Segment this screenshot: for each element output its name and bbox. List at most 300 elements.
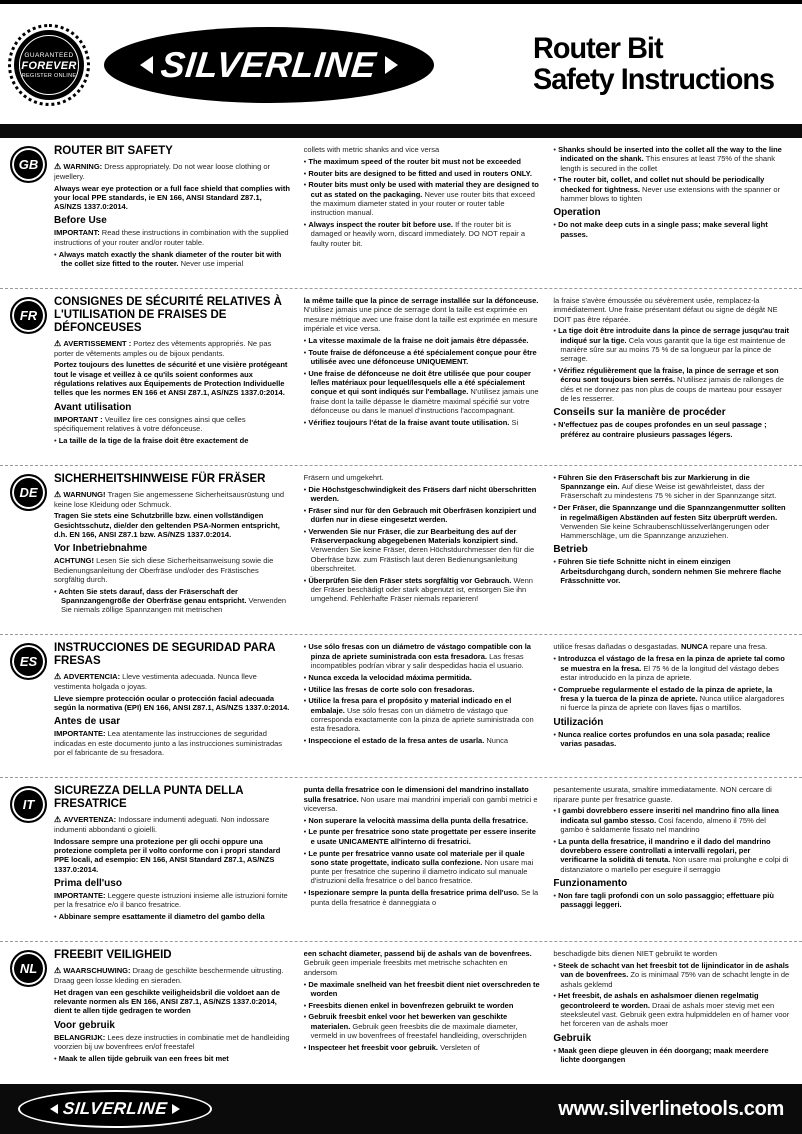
text-columns: [54, 785, 790, 936]
bullet-icon: •: [303, 575, 309, 585]
bullet-icon: •: [553, 654, 559, 664]
bullet-item: [304, 336, 541, 345]
subsection-title: Gebruik: [553, 1032, 592, 1044]
bullet-item: [54, 587, 291, 615]
bullet-icon: •: [303, 156, 309, 166]
logo-chevron-right-icon: [385, 56, 398, 74]
text-run-bold: Het dragen van een geschikte veiligheidsbril die voldoet aan de relevante normen als EN 166, ANSI Z87.1, AS/NZS 1337.0:2014, dient te allen tijde gedragen te worden: [54, 987, 280, 1016]
language-badge-it: IT: [10, 786, 47, 823]
bullet-icon: •: [553, 366, 559, 376]
bullet-item: [304, 506, 541, 525]
bullet-icon: •: [303, 347, 309, 357]
text-run-bold: Une fraise de défonceuse ne doit être utilisée que pour couper le/les matériaux pour lequel/lesquels elle a été spécialement conçue et qui sont indiqués sur l'emballage.: [308, 368, 531, 397]
paragraph: [54, 415, 291, 434]
bullet-icon: •: [303, 684, 309, 694]
text-run-bold: Vérifiez toujours l'état de la fraise avant toute utilisation.: [308, 417, 512, 427]
bullet-icon: •: [303, 1000, 309, 1010]
bullet-item: [54, 436, 291, 445]
text-run-bold: La punta della fresatrice, il mandrino e il dado del mandrino dovrebbero essere controllati a intervalli regolari, per verificarne la solidità di tenuta.: [558, 836, 771, 865]
paragraph: [54, 694, 291, 713]
language-badge-es: ES: [10, 643, 47, 680]
text-run-bold: Inspecteer het freesbit voor gebruik.: [308, 1042, 441, 1052]
bullet-icon: •: [303, 220, 309, 230]
text-run: Verwenden Sie keine Schraubenschlüsselverlängerungen oder Hammerschläge, um die Spannzange anzuziehen.: [560, 521, 770, 541]
column-1: [54, 642, 291, 772]
text-run: Draag de geschikte beschermende uitrusting. Draag geen losse kleding en sieraden.: [54, 966, 284, 985]
text-run: N'utilisez jamais de rallonges de clés et ne donnez pas non plus de coups de marteau pour essayer de les resserrer.: [560, 375, 784, 403]
text-run-bold: I gambi dovrebbero essere inseriti nel mandrino fino alla linea indicata sul gambo stesso.: [558, 806, 779, 825]
text-run-bold: Router bits must only be used with material they are designed to cut as stated on the packaging.: [308, 180, 539, 199]
bullet-item: [304, 642, 541, 670]
text-run-bold: punta della fresatrice con le dimensioni del mandrino installato sulla fresatrice.: [303, 785, 529, 804]
bullet-item: [304, 169, 541, 178]
paragraph: [54, 184, 291, 212]
bullet-icon: •: [303, 848, 309, 858]
text-run-bold: Freesbits dienen enkel in bovenfrezen gebruikt te worden: [308, 1000, 514, 1010]
column-1: [54, 296, 291, 460]
text-run: Lesen Sie sich diese Sicherheitsanweisung sowie die Bedienungsanleitung der Oberfräse und/oder des Frästisches sorgfältig durch.: [54, 556, 274, 584]
text-run-bold: Nunca realice cortes profundos en una sola pasada; realice varias pasadas.: [558, 729, 771, 748]
subsection-title: Utilización: [553, 716, 604, 728]
text-columns: [54, 949, 790, 1079]
text-run: N'utilisez jamais une pince de serrage dont la taille est exprimée en mesure métrique avec une fraise dont la taille est exprimée en mesure impériale et vice versa.: [303, 305, 538, 333]
sections-container: [0, 138, 802, 1084]
bullet-icon: •: [553, 991, 559, 1001]
text-run: Las fresas incompatibles podrían vibrar y salir despedidas hacia el usuario.: [310, 651, 524, 671]
text-run-bold: Utilice la fresa para el propósito y material indicado en el embalaje.: [308, 696, 512, 715]
bullet-icon: •: [303, 505, 309, 515]
text-run-bold: La tige doit être introduite dans la pince de serrage jusqu'au trait indiqué sur la tige.: [558, 326, 790, 345]
bullet-item: [553, 991, 790, 1028]
text-run-bold: Toute fraise de défonceuse a été spécialement conçue pour être utilisée avec une défonceuse UNIQUEMENT.: [308, 347, 537, 366]
section-title: INSTRUCCIONES DE SEGURIDAD PARA FRESAS: [54, 642, 276, 668]
language-badge-fr: FR: [10, 297, 47, 334]
text-run-bold: Gebruik freesbit enkel voor het bewerken van geschikte materialen.: [308, 1012, 508, 1031]
text-run-bold: ACHTUNG!: [54, 556, 97, 566]
doc-title: [533, 34, 784, 95]
seal-bottom-text: REGISTER ONLINE: [21, 72, 77, 79]
section-title: ROUTER BIT SAFETY: [54, 145, 173, 157]
text-run-bold: Introduzca el vástago de la fresa en la pinza de apriete tal como se muestra en la fresa.: [558, 654, 785, 673]
text-run: Auf diese Weise ist gewährleistet, dass der Fräserschaft zu mindestens 75 % sicher in der Spannzange sitzt.: [560, 482, 777, 501]
bullet-icon: •: [553, 729, 559, 739]
guarantee-seal: [14, 30, 84, 100]
text-run: beschadigde bits dienen NIET gebruikt te worden: [553, 949, 718, 959]
text-run-bold: Lleve siempre protección ocular o protección facial adecuada según la normativa (EPI) EN 166, ANSI Z87.1, AS/NZS 1337.0:2014.: [54, 693, 290, 713]
bullet-icon: •: [553, 503, 559, 513]
bullet-icon: •: [303, 180, 309, 190]
subsection-title: Funzionamento: [553, 877, 628, 889]
footer: [0, 1084, 802, 1134]
bullet-icon: •: [553, 684, 559, 694]
paragraph: [54, 228, 291, 247]
footer-silverline-logo: [18, 1090, 212, 1128]
bullet-item: [553, 730, 790, 749]
warning-triangle-icon: ⚠: [54, 672, 64, 682]
text-run-bold: Abbinare sempre esattamente il diametro del gambo della: [58, 911, 265, 921]
bullet-item: [304, 157, 541, 166]
column-1: [54, 145, 291, 283]
text-run-bold: Der Fräser, die Spannzange und die Spannzangenmutter sollten in regelmäßigen Abständen auf festen Sitz überprüft werden.: [558, 503, 786, 522]
text-run-bold: Always inspect the router bit before use.: [308, 220, 456, 230]
warning-triangle-icon: ⚠: [54, 161, 64, 171]
column-2: [304, 642, 541, 772]
bullet-icon: •: [303, 672, 309, 682]
bullet-icon: •: [303, 827, 309, 837]
column-3: [553, 473, 790, 630]
text-run-bold: Le punte per fresatrice sono state progettate per essere inserite e usate UNICAMENTE all'interno di fresatrici.: [308, 827, 536, 846]
text-run-bold: The router bit, collet, and collet nut should be periodically checked for tightness.: [558, 175, 765, 194]
bullet-icon: •: [303, 979, 309, 989]
bullet-item: [304, 1001, 541, 1010]
bullet-item: [304, 1012, 541, 1040]
registered-mark: ®: [415, 36, 422, 46]
text-run: Non usare mai punte per fresatrice che superino il diametro indicato sul manuale d'istruzioni della fresatrice o del banco fresatrice.: [310, 857, 534, 886]
text-run-bold: Inspeccione el estado de la fresa antes de usarla.: [308, 736, 487, 746]
text-columns: [54, 145, 790, 283]
text-run-bold: Non superare la velocità massima della punta della fresatrice.: [308, 815, 529, 825]
bullet-item: [553, 961, 790, 989]
warning-triangle-icon: ⚠: [54, 338, 64, 348]
bullet-icon: •: [553, 960, 559, 970]
logo-chevron-left-icon: [50, 1104, 58, 1114]
paragraph: [54, 511, 291, 539]
section-it: [0, 778, 802, 942]
subsection-title: Antes de usar: [54, 716, 121, 728]
paragraph: [304, 473, 541, 482]
column-3: [553, 145, 790, 283]
paragraph: [553, 642, 790, 651]
bullet-icon: •: [54, 911, 59, 921]
bullet-icon: •: [54, 249, 59, 259]
text-run-bold: Non fare tagli profondi con un solo passaggio; effettuare più passaggi leggeri.: [558, 890, 774, 910]
guarantee-seal-ring: [19, 35, 79, 95]
bullet-item: [553, 685, 790, 713]
badge-column: [10, 145, 54, 283]
badge-column: [10, 949, 54, 1079]
bullet-item: [553, 654, 790, 682]
column-2: [304, 296, 541, 460]
bullet-item: [553, 145, 790, 173]
section-nl: [0, 942, 802, 1084]
warning-triangle-icon: ⚠: [54, 815, 64, 824]
text-run: Tragen Sie angemessene Sicherheitsausrüstung und keine lose Kleidung oder Schmuck.: [54, 489, 285, 509]
section-es: [0, 635, 802, 778]
bullet-icon: •: [303, 484, 309, 494]
text-run-bold: Ispezionare sempre la punta della fresatrice prima dell'uso.: [308, 888, 522, 898]
paragraph: [54, 1033, 291, 1052]
text-run: El 75 % de la longitud del vástago debes estar introducido en la pinza de apriete.: [560, 663, 779, 682]
bullet-icon: •: [303, 417, 309, 427]
text-run: Fräsern und umgekehrt.: [303, 472, 384, 482]
paragraph: [304, 296, 541, 333]
text-run: Wenn der Fräser beschädigt oder stark abgenutzt ist, entsorgen Sie ihn umgehend. Fehlerhafte Fräser niemals reparieren!: [310, 575, 533, 604]
text-run-bold: Achten Sie stets darauf, dass der Fräserschaft der Spannzangengröße der Oberfräse genau entspricht.: [58, 586, 249, 605]
text-run-bold: Steek de schacht van het freesbit tot de lijnindicator in de ashals van de bovenfrees.: [558, 960, 789, 980]
text-run: Never use router bits that exceed the maximum diameter stated in your router or router table instruction manual.: [310, 189, 535, 218]
bullet-item: [304, 736, 541, 745]
bullet-icon: •: [303, 1012, 309, 1022]
text-run-bold: Indossare sempre una protezione per gli occhi oppure una protezione completa per il volto conforme con i propri standard PPE locali, ad esempio: EN 166, ANSI Standard Z87.1, AS/NZS 1337.0:2014.: [54, 836, 281, 874]
section-gb: [0, 138, 802, 289]
bullet-item: [304, 485, 541, 504]
bullet-item: [553, 891, 790, 910]
paragraph: [304, 785, 541, 813]
column-1: [54, 473, 291, 630]
text-run: Lea atentamente las instrucciones de seguridad indicadas en este documento junto a las instrucciones suministradas por el fabricante de su fresadora.: [54, 729, 283, 758]
bullet-item: [304, 369, 541, 415]
text-run-bold: NUNCA: [680, 642, 709, 652]
text-run-bold: Use sólo fresas con un diámetro de vástago compatible con la pinza de apriete suministrada con esta fresadora.: [308, 642, 531, 661]
text-run-bold: la même taille que la pince de serrage installée sur la défonceuse.: [303, 296, 539, 306]
text-run-bold: Vérifiez régulièrement que la fraise, la pince de serrage et son écrou sont toujours bien serrés.: [558, 366, 779, 385]
bullet-icon: •: [553, 890, 559, 900]
text-run-bold: Le punte per fresatrice vanno usate col materiale per il quale sono state progettate, indicato sulla confezione.: [308, 848, 525, 867]
bullet-item: [304, 888, 541, 907]
text-run-bold: Router bits are designed to be fitted and used in routers ONLY.: [308, 168, 532, 178]
bullet-item: [304, 980, 541, 999]
text-run: Così facendo, almeno il 75% del gambo è saldamente fissato nel mandrino: [560, 815, 766, 834]
bullet-icon: •: [303, 696, 309, 706]
column-3: [553, 785, 790, 936]
text-run-bold: The maximum speed of the router bit must not be exceeded: [308, 156, 521, 166]
text-run-bold: IMPORTANTE:: [54, 890, 108, 900]
badge-column: [10, 296, 54, 460]
bullet-icon: •: [54, 1053, 59, 1063]
text-run-bold: Überprüfen Sie den Fräser stets sorgfältig vor Gebrauch.: [308, 575, 514, 585]
warning-triangle-icon: ⚠: [54, 489, 64, 499]
text-run: Verwenden Sie niemals zöllige Spannzangen mit metrischen: [61, 595, 287, 615]
subsection-title: Conseils sur la manière de procéder: [553, 407, 726, 419]
paragraph: [304, 145, 541, 154]
warning-text: [54, 672, 291, 691]
bullet-item: [553, 473, 790, 501]
column-2: [304, 145, 541, 283]
seal-top-text: GUARANTEED: [24, 51, 74, 59]
bullet-icon: •: [303, 526, 309, 536]
text-run: Leggere queste istruzioni insieme alle istruzioni fornite per la fresatrice e/o il banco fresatrice.: [54, 890, 288, 910]
warning-text: [54, 966, 291, 985]
bullet-item: [54, 912, 291, 921]
warning-text: [54, 162, 291, 181]
text-run-bold: Die Höchstgeschwindigkeit des Fräsers darf nicht überschritten werden.: [308, 484, 537, 503]
bullet-icon: •: [553, 420, 559, 430]
logo-chevron-right-icon: [172, 1104, 180, 1114]
text-run: Gebruik geen imperiale freesbits met metrische schachten en andersom: [303, 958, 508, 977]
text-run: Non usare mai prolunghe e colpi di distanziatore o martello per eseguire il serraggio: [560, 855, 789, 874]
text-run: utilice fresas dañadas o desgastadas.: [553, 642, 681, 652]
text-run-bold: Compruebe regularmente el estado de la pinza de apriete, la fresa y la tuerca de la pinza de apriete.: [558, 684, 773, 703]
badge-column: [10, 473, 54, 630]
text-run-bold: Führen Sie den Fräserschaft bis zur Markierung in die Spannzange ein.: [558, 472, 750, 492]
warning-triangle-icon: ⚠: [54, 966, 64, 976]
text-columns: [54, 642, 790, 772]
text-run-bold: Het freesbit, de ashals en ashalsmoer dienen regelmatig gecontroleerd te worden.: [558, 991, 759, 1010]
paragraph: [553, 785, 790, 804]
bullet-icon: •: [303, 736, 309, 746]
section-fr: [0, 289, 802, 466]
bullet-item: [304, 827, 541, 846]
text-run-bold: Utilice las fresas de corte solo con fresadoras.: [308, 684, 475, 694]
text-run: Gebruik geen freesbits die de maximale diameter, vermeld in uw bovenfrees of freestafel handleiding, overschrijden: [310, 1021, 527, 1041]
text-run-bold: Fräser sind nur für den Gebrauch mit Oberfräsen konzipiert und dürfen nur in diese eingesetzt werden.: [308, 505, 537, 524]
bullet-icon: •: [553, 1045, 559, 1055]
bullet-item: [304, 816, 541, 825]
text-run: Cela vous garantit que la tige est maintenue de manière sûre sur au moins 75 % de sa longueur par la pince de serrage.: [560, 335, 786, 364]
subsection-title: Voor gebruik: [54, 1019, 115, 1031]
bullet-item: [553, 326, 790, 363]
bullet-item: [304, 576, 541, 604]
subsection-title: Vor Inbetriebnahme: [54, 543, 148, 555]
bullet-icon: •: [553, 326, 559, 336]
bullet-icon: •: [553, 472, 559, 482]
text-run: If the router bit is damaged or heavily worn, discard immediately. DO NOT repair a faulty router bit.: [310, 220, 526, 248]
text-run: Nunca utilice alargadores ni fuerce la pinza de apriete con llaves fijas o martillos.: [560, 693, 785, 713]
text-run: Se la punta della fresatrice è danneggiata o: [310, 888, 539, 907]
bullet-item: [553, 175, 790, 203]
paragraph: [54, 837, 291, 874]
text-run-bold: Maak te allen tijde gebruik van een frees bit met: [58, 1053, 229, 1063]
bullet-item: [304, 527, 541, 573]
bullet-item: [553, 220, 790, 239]
text-run-bold: Führen Sie tiefe Schnitte nicht in einem einzigen Arbeitsdurchgang durch, sondern nehmen Sie mehrere flache Frässchnitte vor.: [558, 557, 782, 585]
subsection-title: Betrieb: [553, 544, 588, 556]
section-title: SICUREZZA DELLA PUNTA DELLA FRESATRICE: [54, 785, 244, 811]
text-run: pesantemente usurata, smaltire immediatamente. NON cercare di riparare punte per fresatrice guaste.: [553, 785, 772, 804]
subsection-title: Prima dell'uso: [54, 877, 122, 889]
text-run-bold: De maximale snelheid van het freesbit dient niet overschreden te worden: [308, 979, 540, 998]
bullet-icon: •: [553, 220, 559, 230]
section-title: FREEBIT VEILIGHEID: [54, 949, 172, 962]
bullet-icon: •: [303, 168, 309, 178]
text-run-bold: ADVERTENCIA:: [63, 672, 123, 682]
text-run-bold: Tragen Sie stets eine Schutzbrille bzw. einen vollständigen Gesichtsschutz, die/der den geltenden PSA-Normen entspricht, d.h. EN 166, ANSI Z87.1 bzw. AS/NZS 1337.0:2014.: [54, 511, 280, 539]
bullet-icon: •: [303, 888, 309, 898]
warning-text: [54, 490, 291, 509]
text-run: Nunca: [486, 736, 509, 746]
text-run: This ensures at least 75% of the shank length is secured in the collet: [560, 154, 776, 173]
text-run-bold: Always match exactly the shank diameter of the router bit with the collet size fitted to the router.: [58, 249, 282, 268]
text-columns: [54, 473, 790, 630]
bullet-item: [54, 250, 291, 269]
bullet-icon: •: [553, 806, 559, 816]
column-3: [553, 642, 790, 772]
column-2: [304, 785, 541, 936]
text-run-bold: Maak geen diepe gleuven in één doorgang; maak meerdere lichte doorgangen: [558, 1045, 769, 1064]
language-badge-gb: GB: [10, 146, 47, 183]
bullet-item: [304, 418, 541, 427]
logo-text: SILVERLINE: [159, 44, 379, 85]
text-run: Lees deze instructies in combinatie met de handleiding voorzien bij uw bovenfrees en/of freestafel: [54, 1032, 290, 1051]
text-run-bold: IMPORTANTE:: [54, 729, 108, 739]
paragraph: [553, 949, 790, 958]
bullet-item: [553, 366, 790, 403]
text-run-bold: N'effectuez pas de coupes profondes en un seul passage ; préférez au contraire plusieurs passages légers.: [558, 420, 767, 439]
column-3: [553, 296, 790, 460]
bullet-item: [304, 180, 541, 217]
text-run-bold: Do not make deep cuts in a single pass; make several light passes.: [558, 220, 768, 239]
bullet-item: [304, 696, 541, 733]
header-divider: [0, 124, 802, 138]
text-run: Dress appropriately. Do not wear loose clothing or jewellery.: [54, 161, 271, 181]
text-run-bold: WARNING:: [63, 161, 105, 171]
text-run-bold: een schacht diameter, passend bij de ashals van de bovenfrees.: [303, 949, 532, 959]
bullet-icon: •: [553, 145, 559, 154]
column-1: [54, 785, 291, 936]
website-url: www.silverlinetools.com: [558, 1097, 784, 1120]
text-run: N'utilisez jamais une fraise dont la taille dépasse le diamètre maximal spécifié sur votre défonceuse ou dans le manuel d'instructions l'accompagnant.: [310, 387, 539, 415]
text-run: Veuillez lire ces consignes ainsi que celles spécifiquement relatives à votre défonceuse.: [54, 414, 246, 433]
language-badge-de: DE: [10, 474, 47, 511]
section-title: SICHERHEITSHINWEISE FÜR FRÄSER: [54, 472, 266, 485]
text-run: Read these instructions in combination with the supplied instructions of your router and/or router table.: [54, 228, 289, 247]
warning-text: [54, 339, 291, 358]
subsection-title: Avant utilisation: [54, 401, 132, 413]
doc-title-line1: Router Bit: [532, 32, 663, 66]
bullet-icon: •: [553, 175, 559, 185]
bullet-item: [553, 806, 790, 834]
paragraph: [553, 296, 790, 324]
bullet-icon: •: [553, 557, 559, 567]
badge-column: [10, 785, 54, 936]
text-run: Indossare indumenti adeguati. Non indossare indumenti abbondanti o gioielli.: [54, 815, 270, 834]
text-run-bold: Verwenden Sie nur Fräser, die zur Bearbeitung des auf der Fräserverpackung abgegebenen Materials konzipiert sind.: [308, 526, 518, 546]
section-title: CONSIGNES DE SÉCURITÉ RELATIVES À L'UTILISATION DE FRAISES DE DÉFONCEUSES: [54, 296, 282, 334]
bullet-item: [304, 348, 541, 367]
bullet-item: [304, 685, 541, 694]
text-run: collets with metric shanks and vice versa: [303, 145, 440, 154]
column-2: [304, 949, 541, 1079]
text-run-bold: La taille de la tige de la fraise doit être exactement de: [58, 435, 249, 445]
paragraph: [54, 360, 291, 397]
text-run-bold: Shanks should be inserted into the collet all the way to the line indicated on the shank.: [558, 145, 782, 164]
text-run-bold: Always wear eye protection or a full face shield that complies with your local PPE standards, ie EN 166, ANSI Standard Z87.1, AS/NZS 1337.0:2014.: [54, 183, 290, 212]
language-badge-nl: NL: [10, 950, 47, 987]
bullet-item: [553, 837, 790, 874]
text-run-bold: IMPORTANT:: [54, 228, 102, 238]
header: [0, 4, 802, 124]
text-run: Portez des vêtements appropriés. Ne pas porter de vêtements amples ou de bijoux pendants.: [54, 338, 272, 358]
paragraph: [54, 729, 291, 757]
bullet-icon: •: [303, 335, 309, 345]
text-run-bold: WAARSCHUWING:: [63, 966, 133, 976]
column-3: [553, 949, 790, 1079]
text-run-bold: Portez toujours des lunettes de sécurité et une visière protégeant tout le visage et veillez à ce qu'ils soient conformes aux régulations relatives aux Équipements de Protection Individuelle telles que les normes EN 166 et ANSI Z87.1, AS/NZS 1337.0:2014.: [54, 360, 288, 398]
warning-text: [54, 815, 291, 834]
text-run: la fraise s'avère émoussée ou sévèrement usée, remplacez-la immédiatement. Une fraise présentant défaut ou signe de dégât NE DOIT pas être réparée.: [553, 296, 778, 324]
bullet-item: [553, 1046, 790, 1065]
bullet-icon: •: [303, 815, 309, 825]
paragraph: [304, 949, 541, 977]
text-columns: [54, 296, 790, 460]
paragraph: [54, 988, 291, 1016]
paragraph: [54, 891, 291, 910]
bullet-item: [553, 503, 790, 540]
column-1: [54, 949, 291, 1079]
text-run-bold: IMPORTANT :: [54, 414, 105, 424]
badge-column: [10, 642, 54, 772]
bullet-item: [304, 673, 541, 682]
text-run: Lleve vestimenta adecuada. Nunca lleve vestimenta holgada o joyas.: [54, 672, 257, 692]
bullet-icon: •: [54, 435, 59, 445]
bullet-item: [553, 557, 790, 585]
text-run-bold: AVVERTENZA:: [63, 815, 119, 824]
bullet-item: [304, 849, 541, 886]
text-run: Si: [511, 417, 519, 427]
text-run: Never use extensions with the spanner or hammer blows to tighten: [560, 184, 781, 203]
section-de: [0, 466, 802, 636]
doc-title-line2: Safety Instructions: [532, 63, 774, 96]
